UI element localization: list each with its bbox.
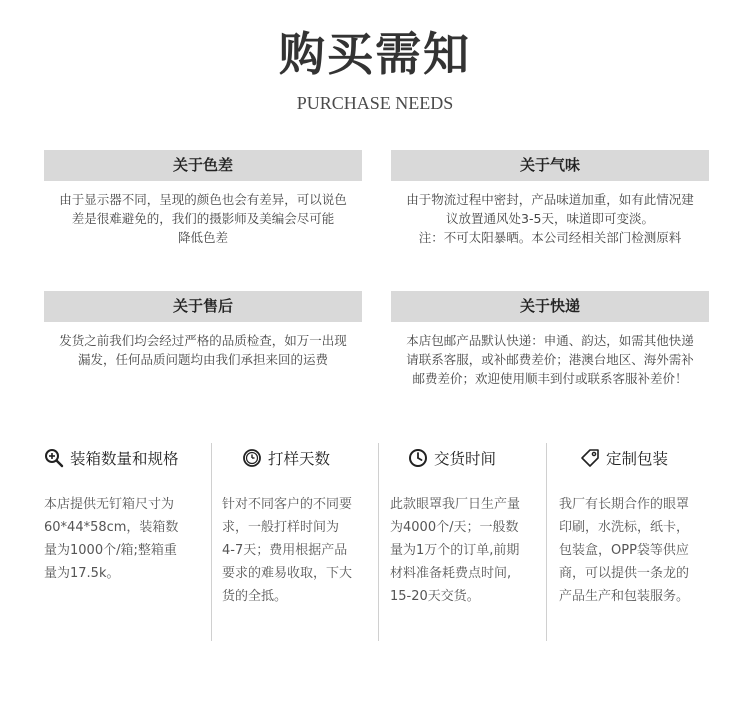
notice-title: 关于气味 [391, 150, 709, 181]
info-column-custom-packaging [559, 440, 720, 608]
notice-body [44, 331, 362, 369]
page-subtitle: PURCHASE NEEDS [296, 93, 454, 113]
column-line: 要求的难易收取，下大 [222, 566, 353, 581]
notice-express [391, 291, 709, 388]
column-title: 装箱数量和规格 [70, 450, 179, 468]
notice-body [391, 190, 709, 247]
column-title: 定制包装 [606, 450, 669, 468]
column-line: 此款眼罩我厂日生产量 [390, 497, 521, 512]
column-line: 4-7天；费用根据产品 [222, 543, 348, 558]
notice-body [44, 190, 362, 247]
column-line: 本店提供无钉箱尺寸为 [44, 497, 175, 512]
column-line: 商，可以提供一条龙的 [559, 566, 690, 581]
notice-title: 关于色差 [44, 150, 362, 181]
notice-line: 发货之前我们均会经过严格的品质检查，如万一出现 [59, 333, 347, 348]
notice-title: 关于售后 [44, 291, 362, 322]
column-header [44, 440, 204, 476]
notice-line: 议放置通风处3-5天，味道即可变淡。 [446, 211, 654, 226]
column-line: 60*44*58cm，装箱数 [44, 520, 179, 535]
notice-line: 由于显示器不同，呈现的颜色也会有差异，可以说色 [59, 192, 347, 207]
notice-after-sales [44, 291, 362, 369]
notice-line: 降低色差 [177, 230, 228, 245]
magnifier-plus-icon [44, 448, 64, 468]
column-text [390, 493, 543, 608]
column-header [408, 440, 543, 476]
column-line: 产品生产和包装服务。 [559, 589, 690, 604]
info-column-packing [44, 440, 204, 585]
column-line: 我厂有长期合作的眼罩 [559, 497, 690, 512]
column-divider [546, 443, 547, 641]
notice-line: 本店包邮产品默认快递：申通、韵达，如需其他快递 [406, 333, 694, 348]
clock-icon [408, 448, 428, 468]
column-line: 15-20天交货。 [390, 589, 480, 604]
notice-line: 注：不可太阳暴晒。本公司经相关部门检测原料 [418, 230, 682, 245]
page-title: 购买需知 [279, 27, 471, 81]
notice-line: 由于物流过程中密封，产品味道加重，如有此情况建 [406, 192, 694, 207]
column-header [242, 440, 372, 476]
info-column-delivery [390, 440, 543, 608]
notice-line: 差是很难避免的，我们的摄影师及美编会尽可能 [71, 211, 335, 226]
notice-line: 邮费差价；欢迎使用顺丰到付或联系客服补差价！ [412, 371, 688, 386]
column-line: 量为17.5k。 [44, 566, 120, 581]
column-line: 印刷，水洗标，纸卡， [559, 520, 690, 535]
notice-title: 关于快递 [391, 291, 709, 322]
column-line: 货的全抵。 [222, 589, 288, 604]
column-divider [378, 443, 379, 641]
column-line: 求，一般打样时间为 [222, 520, 340, 535]
column-line: 材料准备耗费点时间, [390, 566, 512, 581]
column-title: 打样天数 [268, 450, 331, 468]
clock-circle-icon [242, 448, 262, 468]
column-title: 交货时间 [434, 450, 497, 468]
column-divider [211, 443, 212, 641]
notice-color-difference [44, 150, 362, 247]
column-text [222, 493, 372, 608]
notice-line: 请联系客服，或补邮费差价；港澳台地区、海外需补 [406, 352, 694, 367]
info-column-sampling [222, 440, 372, 608]
column-text [559, 493, 720, 608]
notice-body [391, 331, 709, 388]
tag-icon [580, 448, 600, 468]
column-line: 包装盒，OPP袋等供应 [559, 543, 689, 558]
column-header [580, 440, 720, 476]
column-line: 量为1000个/箱;整箱重 [44, 543, 177, 558]
notice-odor [391, 150, 709, 247]
notice-line: 漏发，任何品质问题均由我们承担来回的运费 [77, 352, 328, 367]
column-line: 量为1万个的订单,前期 [390, 543, 520, 558]
column-line: 针对不同客户的不同要 [222, 497, 353, 512]
column-line: 为4000个/天；一般数 [390, 520, 519, 535]
column-text [44, 493, 204, 585]
